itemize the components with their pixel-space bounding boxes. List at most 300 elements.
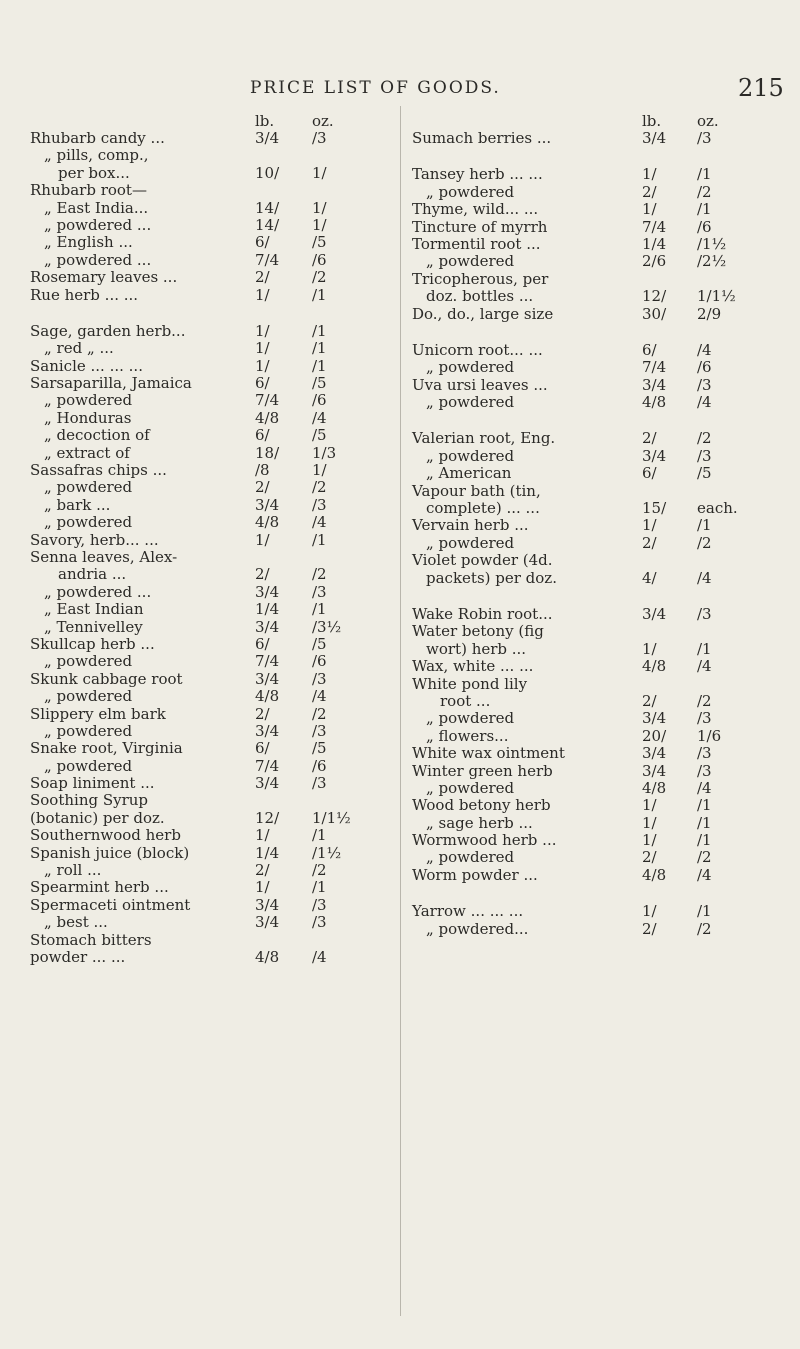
- price-row: [412, 465, 784, 482]
- price-per-lb: 2/: [642, 691, 657, 710]
- section-gap: [30, 304, 402, 323]
- page-number: 215: [738, 74, 784, 102]
- price-per-lb: 1/4: [255, 600, 280, 619]
- price-per-lb: 20/: [642, 726, 667, 745]
- price-row: [412, 359, 784, 376]
- price-per-lb: 3/4: [642, 761, 667, 780]
- item-name: „ flowers...: [426, 726, 509, 745]
- price-per-lb: 3/4: [642, 129, 667, 147]
- price-per-oz: /2½: [697, 252, 727, 271]
- price-row: [30, 619, 402, 636]
- price-row: [412, 288, 784, 305]
- price-per-lb: 2/: [255, 478, 270, 497]
- price-per-oz: /1½: [312, 843, 342, 862]
- price-per-oz: /2: [697, 429, 712, 448]
- price-per-lb: 3/4: [255, 774, 280, 793]
- price-row: [412, 693, 784, 710]
- price-per-oz: /2: [312, 268, 327, 287]
- price-row: [30, 706, 402, 723]
- item-name: „ powdered: [44, 513, 133, 532]
- price-per-oz: /3½: [312, 617, 342, 636]
- item-name: Wormwood herb ...: [412, 831, 557, 850]
- item-name: andria ...: [58, 565, 127, 584]
- price-per-lb: 14/: [255, 198, 280, 217]
- price-per-oz: /4: [697, 778, 712, 797]
- item-name: Savory, herb... ...: [30, 530, 159, 549]
- price-per-lb: 4/8: [642, 778, 667, 797]
- price-per-lb: 2/: [642, 919, 657, 938]
- price-per-lb: 4/8: [255, 408, 280, 427]
- price-per-lb: 1/: [642, 813, 657, 832]
- price-per-oz: /2: [697, 919, 712, 938]
- price-per-oz: 1/1½: [697, 287, 736, 306]
- item-name: „ powdered: [426, 533, 515, 552]
- price-row: [30, 410, 402, 427]
- price-per-oz: /2: [312, 861, 327, 880]
- price-per-oz: /4: [312, 513, 327, 532]
- price-per-lb: 3/4: [642, 744, 667, 763]
- price-per-lb: 3/4: [255, 913, 280, 932]
- price-row: [412, 780, 784, 797]
- lb-header: lb.: [642, 112, 662, 130]
- item-name: „ powdered: [426, 709, 515, 728]
- price-row: [30, 688, 402, 705]
- item-name: Sumach berries ...: [412, 129, 552, 147]
- item-name: White wax ointment: [412, 744, 565, 763]
- price-per-lb: 6/: [255, 233, 270, 252]
- price-per-oz: /3: [312, 582, 327, 601]
- price-per-oz: /4: [697, 568, 712, 587]
- price-per-lb: 1/: [255, 826, 270, 845]
- price-per-lb: 2/: [642, 429, 657, 448]
- price-per-lb: 1/: [255, 321, 270, 340]
- price-per-lb: 6/: [255, 634, 270, 653]
- item-name: wort) herb ...: [426, 639, 527, 658]
- item-name: Soap liniment ...: [30, 774, 155, 793]
- item-name: Tormentil root ...: [412, 234, 541, 253]
- item-name: „ roll ...: [44, 861, 102, 880]
- price-row: [30, 514, 402, 531]
- item-name: Thyme, wild... ...: [412, 200, 539, 219]
- price-row: [30, 323, 402, 340]
- item-name: packets) per doz.: [426, 568, 557, 587]
- item-name: Soothing Syrup: [30, 791, 149, 810]
- price-per-lb: 6/: [642, 340, 657, 359]
- price-per-lb: 1/: [642, 796, 657, 815]
- item-name: „ East India...: [44, 198, 149, 217]
- price-per-lb: 2/: [255, 704, 270, 723]
- item-name: „ Honduras: [44, 408, 132, 427]
- item-name: Uva ursi leaves ...: [412, 375, 548, 394]
- price-per-oz: /2: [312, 565, 327, 584]
- price-row: [30, 549, 402, 566]
- item-name: Spermaceti ointment: [30, 895, 191, 914]
- price-per-lb: 3/4: [255, 617, 280, 636]
- item-name: Water betony (fig: [412, 622, 544, 641]
- price-row: [412, 253, 784, 270]
- item-name: Tansey herb ... ...: [412, 165, 543, 184]
- price-per-oz: /1: [697, 796, 712, 815]
- item-name: Sanicle ... ... ...: [30, 356, 143, 375]
- price-per-oz: /1½: [697, 234, 727, 253]
- price-per-oz: /4: [697, 340, 712, 359]
- price-per-lb: 14/: [255, 215, 280, 234]
- item-name: „ powdered: [426, 182, 515, 201]
- price-row: [30, 217, 402, 234]
- price-row: [30, 879, 402, 896]
- price-row: [30, 792, 402, 809]
- price-per-lb: 1/: [642, 516, 657, 535]
- price-per-oz: /3: [312, 129, 327, 147]
- price-per-lb: 2/: [642, 848, 657, 867]
- price-row: [30, 601, 402, 618]
- item-name: doz. bottles ...: [426, 287, 534, 306]
- price-per-lb: 3/4: [255, 129, 280, 147]
- price-per-oz: /1: [697, 902, 712, 921]
- price-row: [30, 182, 402, 199]
- price-per-oz: /2: [312, 478, 327, 497]
- price-per-lb: 1/: [642, 165, 657, 184]
- price-per-oz: /5: [697, 464, 712, 483]
- price-rows-left: [30, 130, 402, 966]
- price-per-lb: 4/8: [642, 865, 667, 884]
- item-name: „ American: [426, 464, 512, 483]
- price-per-oz: /3: [697, 709, 712, 728]
- price-row: [30, 479, 402, 496]
- price-per-oz: /1: [312, 321, 327, 340]
- price-row: [30, 165, 402, 182]
- price-row: [412, 130, 784, 147]
- price-row: [412, 710, 784, 727]
- price-row: [412, 867, 784, 884]
- price-row: [412, 552, 784, 569]
- item-name: „ extract of: [44, 443, 130, 462]
- section-gap: [412, 411, 784, 430]
- price-per-lb: 2/: [255, 861, 270, 880]
- price-per-lb: 1/4: [255, 843, 280, 862]
- item-name: „ pills, comp.,: [44, 146, 149, 165]
- price-per-oz: 2/9: [697, 304, 722, 323]
- price-per-oz: /1: [697, 813, 712, 832]
- price-row: [30, 932, 402, 949]
- price-row: [412, 658, 784, 675]
- price-row: [412, 430, 784, 447]
- price-per-oz: /3: [312, 495, 327, 514]
- price-per-oz: /1: [697, 200, 712, 219]
- price-row: [412, 641, 784, 658]
- item-name: Rhubarb candy ...: [30, 129, 165, 147]
- price-row: [412, 797, 784, 814]
- price-per-oz: /5: [312, 233, 327, 252]
- price-per-lb: 6/: [255, 426, 270, 445]
- price-per-oz: /1: [697, 516, 712, 535]
- price-row: [412, 500, 784, 517]
- price-per-oz: 1/: [312, 198, 327, 217]
- item-name: Stomach bitters: [30, 930, 152, 949]
- item-name: „ powdered: [44, 391, 133, 410]
- price-row: [412, 448, 784, 465]
- item-name: Skunk cabbage root: [30, 669, 183, 688]
- item-name: Valerian root, Eng.: [412, 429, 556, 448]
- price-per-oz: /6: [312, 250, 327, 269]
- price-row: [412, 849, 784, 866]
- price-per-lb: 10/: [255, 163, 280, 182]
- price-row: [30, 653, 402, 670]
- price-per-oz: /1: [697, 165, 712, 184]
- price-per-lb: 7/4: [255, 756, 280, 775]
- price-per-oz: /2: [697, 533, 712, 552]
- price-per-oz: /2: [697, 182, 712, 201]
- price-per-oz: 1/3: [312, 443, 337, 462]
- price-per-lb: 2/: [642, 533, 657, 552]
- price-per-oz: /3: [697, 744, 712, 763]
- item-name: „ powdered ...: [44, 582, 152, 601]
- price-row: [412, 623, 784, 640]
- price-row: [412, 201, 784, 218]
- price-row: [412, 271, 784, 288]
- price-per-lb: 3/4: [255, 721, 280, 740]
- price-per-oz: /1: [312, 530, 327, 549]
- item-name: Tricopherous, per: [412, 269, 549, 288]
- price-row: [30, 358, 402, 375]
- price-row: [412, 219, 784, 236]
- item-name: Sarsaparilla, Jamaica: [30, 374, 192, 393]
- column-header: [412, 112, 784, 130]
- item-name: (botanic) per doz.: [30, 808, 165, 827]
- price-row: [30, 252, 402, 269]
- item-name: Southernwood herb: [30, 826, 181, 845]
- item-name: Senna leaves, Alex-: [30, 547, 178, 566]
- price-per-lb: 6/: [255, 374, 270, 393]
- price-per-oz: /1: [312, 285, 327, 304]
- price-per-oz: /6: [697, 358, 712, 377]
- item-name: „ powdered: [44, 687, 133, 706]
- price-row: [412, 676, 784, 693]
- price-row: [30, 200, 402, 217]
- price-per-lb: /8: [255, 461, 270, 480]
- column-header: [30, 112, 402, 130]
- item-name: Spearmint herb ...: [30, 878, 169, 897]
- price-row: [30, 269, 402, 286]
- item-name: „ powdered: [426, 446, 515, 465]
- price-per-lb: 2/6: [642, 252, 667, 271]
- price-per-oz: /1: [312, 339, 327, 358]
- price-per-oz: each.: [697, 499, 738, 518]
- price-per-lb: 7/4: [255, 391, 280, 410]
- price-per-oz: 1/: [312, 215, 327, 234]
- price-row: [30, 287, 402, 304]
- lb-header: lb.: [255, 112, 275, 130]
- price-rows-right: [412, 130, 784, 938]
- item-name: Snake root, Virginia: [30, 739, 183, 758]
- price-per-lb: 3/4: [642, 709, 667, 728]
- price-per-oz: /1: [312, 600, 327, 619]
- price-per-oz: /3: [697, 375, 712, 394]
- item-name: „ best ...: [44, 913, 108, 932]
- item-name: Violet powder (4d.: [412, 551, 553, 570]
- price-per-oz: /3: [697, 604, 712, 623]
- price-per-lb: 4/8: [642, 657, 667, 676]
- price-row: [30, 758, 402, 775]
- price-per-lb: 7/4: [255, 652, 280, 671]
- price-per-oz: /3: [312, 913, 327, 932]
- item-name: root ...: [440, 691, 491, 710]
- price-per-oz: /4: [697, 657, 712, 676]
- item-name: „ powdered...: [426, 919, 529, 938]
- price-row: [412, 570, 784, 587]
- price-row: [30, 375, 402, 392]
- price-per-oz: /4: [312, 408, 327, 427]
- price-per-lb: 30/: [642, 304, 667, 323]
- price-list-right-column: [412, 112, 784, 938]
- price-per-lb: 7/4: [642, 217, 667, 236]
- item-name: Worm powder ...: [412, 865, 538, 884]
- item-name: „ East Indian: [44, 600, 144, 619]
- price-per-oz: /3: [312, 895, 327, 914]
- item-name: Winter green herb: [412, 761, 553, 780]
- price-per-lb: 4/: [642, 568, 657, 587]
- oz-header: oz.: [697, 112, 719, 130]
- price-row: [412, 921, 784, 938]
- price-row: [30, 897, 402, 914]
- price-per-lb: 12/: [255, 808, 280, 827]
- price-per-lb: 7/4: [255, 250, 280, 269]
- price-row: [30, 566, 402, 583]
- price-row: [412, 745, 784, 762]
- price-per-oz: 1/6: [697, 726, 722, 745]
- item-name: Do., do., large size: [412, 304, 554, 323]
- price-per-lb: 4/8: [255, 687, 280, 706]
- item-name: Slippery elm bark: [30, 704, 166, 723]
- item-name: Rosemary leaves ...: [30, 268, 178, 287]
- price-per-oz: /5: [312, 739, 327, 758]
- item-name: Wax, white ... ...: [412, 657, 534, 676]
- price-row: [30, 532, 402, 549]
- price-per-oz: /4: [697, 865, 712, 884]
- price-per-lb: 2/: [255, 268, 270, 287]
- price-row: [412, 306, 784, 323]
- price-list-left-column: [30, 112, 402, 966]
- price-per-lb: 1/: [642, 902, 657, 921]
- price-per-oz: /1: [697, 639, 712, 658]
- item-name: Unicorn root... ...: [412, 340, 543, 359]
- item-name: Sage, garden herb...: [30, 321, 186, 340]
- item-name: per box...: [58, 163, 130, 182]
- price-per-lb: 1/: [642, 831, 657, 850]
- item-name: „ powdered: [44, 652, 133, 671]
- price-per-oz: 1/: [312, 163, 327, 182]
- price-row: [30, 671, 402, 688]
- price-row: [30, 392, 402, 409]
- price-per-oz: /6: [312, 652, 327, 671]
- page-header: [0, 74, 800, 104]
- item-name: „ powdered: [426, 393, 515, 412]
- item-name: „ powdered ...: [44, 250, 152, 269]
- item-name: Spanish juice (block): [30, 843, 190, 862]
- item-name: „ decoction of: [44, 426, 150, 445]
- price-per-oz: /2: [312, 704, 327, 723]
- section-gap: [412, 147, 784, 166]
- price-row: [412, 606, 784, 623]
- oz-header: oz.: [312, 112, 334, 130]
- price-per-lb: 6/: [255, 739, 270, 758]
- section-gap: [412, 587, 784, 606]
- price-per-oz: /3: [312, 669, 327, 688]
- price-per-lb: 3/4: [255, 495, 280, 514]
- price-row: [412, 377, 784, 394]
- price-per-oz: /3: [697, 761, 712, 780]
- price-per-oz: /6: [697, 217, 712, 236]
- price-row: [412, 394, 784, 411]
- price-per-oz: /4: [312, 687, 327, 706]
- item-name: „ powdered ...: [44, 215, 152, 234]
- item-name: White pond lily: [412, 674, 528, 693]
- item-name: „ powdered: [426, 358, 515, 377]
- price-row: [30, 462, 402, 479]
- price-per-oz: /2: [697, 691, 712, 710]
- item-name: Skullcap herb ...: [30, 634, 155, 653]
- price-per-oz: /2: [697, 848, 712, 867]
- item-name: Rue herb ... ...: [30, 285, 139, 304]
- price-per-oz: /6: [312, 391, 327, 410]
- price-per-lb: 4/8: [255, 513, 280, 532]
- price-per-lb: 1/: [255, 530, 270, 549]
- price-row: [30, 949, 402, 966]
- price-per-lb: 3/4: [642, 375, 667, 394]
- price-per-oz: /3: [312, 774, 327, 793]
- price-per-lb: 1/: [255, 878, 270, 897]
- price-per-lb: 1/: [255, 339, 270, 358]
- price-per-lb: 2/: [642, 182, 657, 201]
- price-row: [412, 342, 784, 359]
- item-name: Sassafras chips ...: [30, 461, 167, 480]
- item-name: „ bark ...: [44, 495, 111, 514]
- item-name: Wood betony herb: [412, 796, 551, 815]
- item-name: powder ... ...: [30, 947, 126, 966]
- price-per-lb: 3/4: [255, 669, 280, 688]
- price-per-lb: 18/: [255, 443, 280, 462]
- item-name: „ Tennivelley: [44, 617, 143, 636]
- price-row: [30, 340, 402, 357]
- price-row: [30, 914, 402, 931]
- price-row: [30, 584, 402, 601]
- item-name: Vapour bath (tin,: [412, 481, 541, 500]
- price-row: [412, 517, 784, 534]
- price-per-oz: /4: [697, 393, 712, 412]
- price-row: [412, 483, 784, 500]
- price-row: [30, 147, 402, 164]
- price-row: [412, 535, 784, 552]
- price-per-oz: /3: [312, 721, 327, 740]
- item-name: Yarrow ... ... ...: [412, 902, 524, 921]
- price-per-lb: 1/: [255, 356, 270, 375]
- item-name: „ powdered: [44, 478, 133, 497]
- price-per-lb: 15/: [642, 499, 667, 518]
- item-name: Tincture of myrrh: [412, 217, 548, 236]
- price-row: [30, 497, 402, 514]
- price-row: [30, 740, 402, 757]
- price-row: [30, 845, 402, 862]
- running-title: PRICE LIST OF GOODS.: [250, 78, 501, 98]
- item-name: „ powdered: [44, 721, 133, 740]
- price-per-lb: 4/8: [642, 393, 667, 412]
- price-row: [30, 775, 402, 792]
- section-gap: [412, 884, 784, 903]
- price-per-oz: 1/: [312, 461, 327, 480]
- item-name: „ powdered: [44, 756, 133, 775]
- price-row: [412, 166, 784, 183]
- price-per-lb: 3/4: [255, 582, 280, 601]
